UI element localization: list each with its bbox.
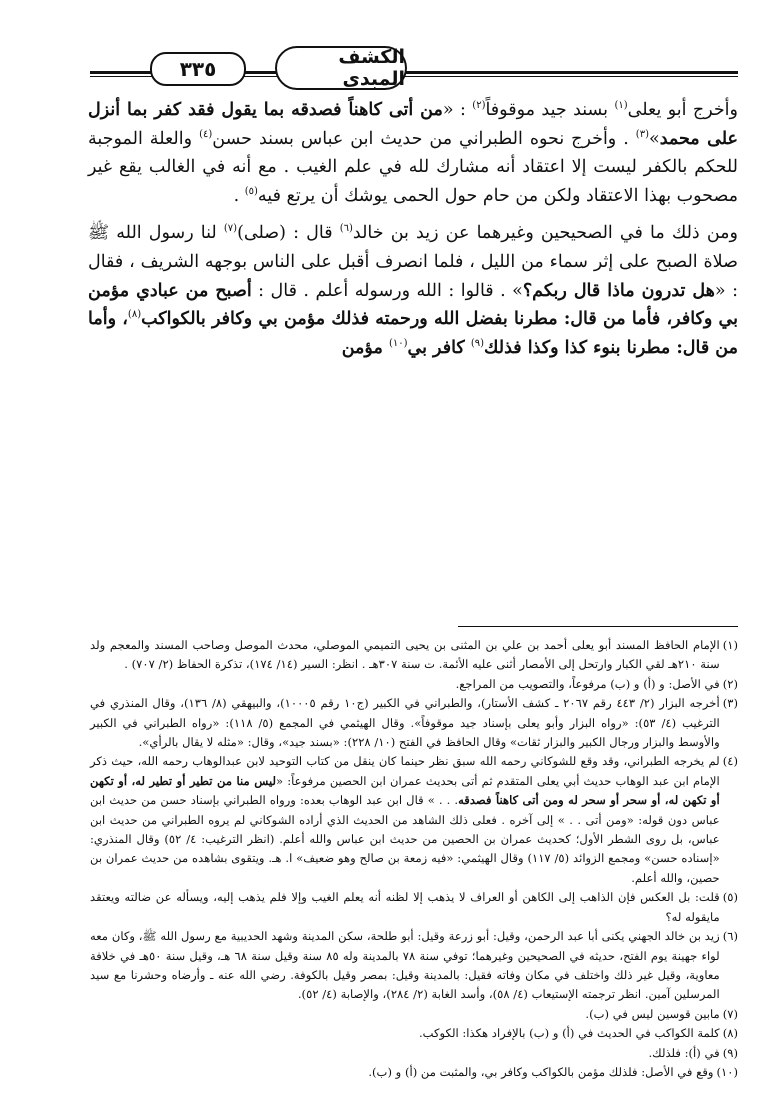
text-segment: لم يخرجه الطبراني، وقد وقع للشوكاني رحمه الله سبق نظر حينما كان ينقل من كتاب التوحيد لابن عبدالوهاب رحمه الله، حيث ذكر الإمام ابن عبد الوهاب حديث أبي يعلى المتقدم ثم أتى بحديث عمران ابن الحصين مرفوعاً: « (90, 754, 720, 788)
footnote (90, 694, 738, 752)
footnote-ref: (٣) (635, 128, 649, 140)
footnote-number: (٢) (722, 676, 738, 691)
footnote-text (90, 927, 720, 1005)
footnote-number: (٤) (722, 754, 738, 769)
paragraph-1 (88, 96, 738, 210)
text-segment: الإمام الحافظ المسند أبو يعلى أحمد بن علي بن المثنى بن يحيى التميمي الموصلي، محدث الموصل وصاحب المسند والمعجم ولد سنة ٢١٠هـ لقي الكبار وارتحل إلى الأمصار أثنى عليه الأئمة. ت سنة ٣٠٧هـ . انظر: السير (١٤/ ١٧٤)، تذكرة الحفاظ (٢/ ٧٠٧) . (90, 638, 720, 672)
bold-text-segment: ، وأما من قال: مطرنا بنوء كذا وكذا فذلك (88, 309, 738, 358)
text-segment: ومن ذلك ما في الصحيحين وغيرهما عن زيد بن خالد (352, 223, 739, 244)
text-segment: قال : (صلى) (237, 223, 340, 244)
text-segment: في الأصل: و (أ) و (ب) مرفوعاً، والتصويب من المراجع. (455, 676, 720, 691)
footnote (90, 1044, 738, 1063)
footnote (90, 1063, 738, 1082)
footnote (90, 888, 738, 927)
footnote (90, 927, 738, 1005)
footnote (90, 1024, 738, 1043)
text-segment: كلمة الكواكب في الحديث في (أ) و (ب) بالإفراد هكذا: الكوكب. (418, 1026, 720, 1041)
footnote-ref: (٢) (472, 100, 486, 112)
text-segment: » (648, 128, 660, 149)
footnote-number: (١) (722, 638, 738, 652)
footnote-ref: (٦) (339, 223, 353, 235)
footnote (90, 1005, 738, 1024)
footnote-ref: (١) (614, 100, 628, 112)
footnote-number: (١٠) (716, 1064, 738, 1079)
text-segment: . (233, 185, 245, 206)
footnote-text (90, 1005, 720, 1024)
main-text (88, 96, 738, 362)
footnote-ref: (٩) (470, 337, 485, 349)
footnote-divider (458, 626, 738, 627)
text-segment: : « (442, 100, 473, 120)
footnote-number: (٦) (722, 929, 738, 944)
page-number: ٣٣٥ (179, 57, 217, 81)
footnote-number: (٩) (722, 1045, 738, 1060)
footnote-number: (٨) (722, 1026, 738, 1041)
footnote-number: (٥) (722, 890, 738, 905)
page-number-frame (150, 52, 246, 86)
book-title-frame (275, 46, 407, 90)
footnote-text (90, 636, 720, 675)
footnote-text (90, 1024, 720, 1043)
text-segment: بسند جيد موقوفاً (485, 100, 615, 120)
text-segment: وأخرج أبو يعلى (627, 100, 738, 120)
footnote-text (90, 694, 720, 752)
text-segment: لنا رسول الله ﷺ صلاة الصبح على إثر سماء من الليل ، فلما انصرف أقبل على الناس بوجهه الشريف ، فقال : « (88, 223, 739, 301)
paragraph-2 (88, 219, 738, 362)
footnote-text (90, 1063, 713, 1082)
footnote-ref: (٤) (199, 128, 213, 140)
text-segment: مابين قوسين ليس في (ب). (585, 1006, 720, 1021)
footnote (90, 636, 738, 675)
text-segment: والعلة الموجبة للحكم بالكفر ليست إلا اعتقاد أنه مشارك لله في علم الغيب . مع أنه في الغالب يقع غير مصحوب بهذا الاعتقاد ولكن من حام حول الحمى يوشك أن يرتع فيه (88, 128, 738, 206)
footnote-text (90, 1044, 720, 1063)
footnote-text (90, 888, 720, 927)
footnote-ref: (٨) (127, 309, 142, 321)
footnote-text (90, 675, 720, 694)
bold-text-segment: هل تدرون ماذا قال ربكم؟ (522, 280, 715, 301)
bold-text-segment: مؤمن (341, 337, 389, 358)
text-segment: في (أ): فلذلك. (648, 1045, 720, 1060)
bold-text-segment: أصبح من عبادي مؤمن بي وكافر، فأما من قال: مطرنا بفضل الله ورحمته فذلك مؤمن بي وكافر بالكواكب (88, 280, 738, 330)
bold-text-segment: كافر بي (407, 337, 471, 358)
text-segment: . وأخرج نحوه الطبراني من حديث ابن عباس بسند حسن (212, 128, 636, 149)
bold-text-segment: من أتى كاهناً فصدقه بما يقول فقد كفر بما أنزل على محمد (88, 100, 738, 149)
footnote-number: (٧) (722, 1006, 738, 1021)
page-header (90, 40, 738, 96)
footnote-ref: (٥) (244, 185, 258, 197)
footnote-ref: (١٠) (388, 337, 408, 349)
footnotes (90, 636, 738, 1082)
text-segment: » . قالوا : الله ورسوله أعلم . قال : (251, 280, 523, 301)
footnote-number: (٣) (722, 696, 738, 711)
text-segment: قلت: بل العكس فإن الذاهب إلى الكاهن أو العراف لا يذهب إلا لظنه أنه يعلم الغيب وإلا فلم يذهب إليه، ويسأله عن ضالته ويعتقد مايقوله له؟ (90, 890, 720, 924)
text-segment: وقع في الأصل: فلذلك مؤمن بالكواكب وكافر بي، والمثبت من (أ) و (ب). (368, 1064, 714, 1079)
footnote-text (90, 752, 720, 888)
text-segment: زيد بن خالد الجهني يكنى أبا عبد الرحمن، وقيل: أبو زرعة وقيل: أبو طلحة، سكن المدينة وشهد الحديبية مع رسول الله ﷺ، وكان معه لواء جهينة يوم الفتح، حديثه في الصحيحين وغيرهما؛ توفي سنة ٧٨ بالمدينة وله ٨٥ سنة وقيل سنة ٦٨ هـ، وقيل سنة ٥٠هـ في خلافة معاوية، وقيل غير ذلك واختلف في مكان وفاته فقيل: بالمدينة وقيل: بمصر وقيل بالكوفة. رضي الله عنه ـ وأرضاه وحشرنا مع سيد المرسلين آمين. انظر ترجمته الإستيعاب (٤/ ٥٨)، وأسد الغابة (٢/ ٢٨٤)، والإصابة (٤/ ٥٢). (90, 929, 720, 1002)
footnote (90, 752, 738, 888)
bold-text-segment: ليس منا من تطير أو تطير له، أو تكهن أو تكهن له، أو سحر أو سحر له ومن أتى كاهناً فصدقه (90, 773, 720, 808)
book-title: الكشف المبدي (338, 46, 405, 90)
footnote (90, 675, 738, 694)
text-segment: أخرجه البزار (٢/ ٤٤٣ رقم ٢٠٦٧ ـ كشف الأستار)، والطبراني في الكبير (ج١٠ رقم ١٠٠٠٥)، والبيهقي (٨/ ١٣٦)، وقال المنذري في الترغيب (٤/ ٥٣): «رواه البزار وأبو يعلى بإسناد جيد موقوفاً». وقال الهيثمي في المجمع (٥/ ١١٨): «رواه الطبراني في الكبير والأوسط والبزار ورجال الكبير والبزار ثقات» وقال الحافظ في الفتح (١٠/ ٢٢٨): «بسند جيد»، وقال: «مثله لا يقال بالرأي». (90, 696, 720, 750)
text-segment: . . . » قال ابن عبد الوهاب بعده: ورواه الطبراني بإسناد حسن من حديث ابن عباس دون قوله: «ومن أتى . . » إلى آخره . فعلى ذلك الشاهد من الحديث الذي أراده الشوكاني لم يروه الطبراني من حديث ابن عباس، بل روى الشطر الأول؛ كحديث عمران بن الحصين من حديث ابن عباس والله أعلم. (انظر الترغيب: ٤/ ٥٢) وقال المنذري: «إسناده حسن» ومجمع الزوائد (٥/ ١١٧) وقال الهيثمي: «فيه زمعة بن صالح وهو ضعيف» ا. هـ. ويتقوى بشاهده من حديث عمران بن حصين، والله أعلم. (90, 793, 720, 885)
footnote-ref: (٧) (223, 223, 238, 235)
